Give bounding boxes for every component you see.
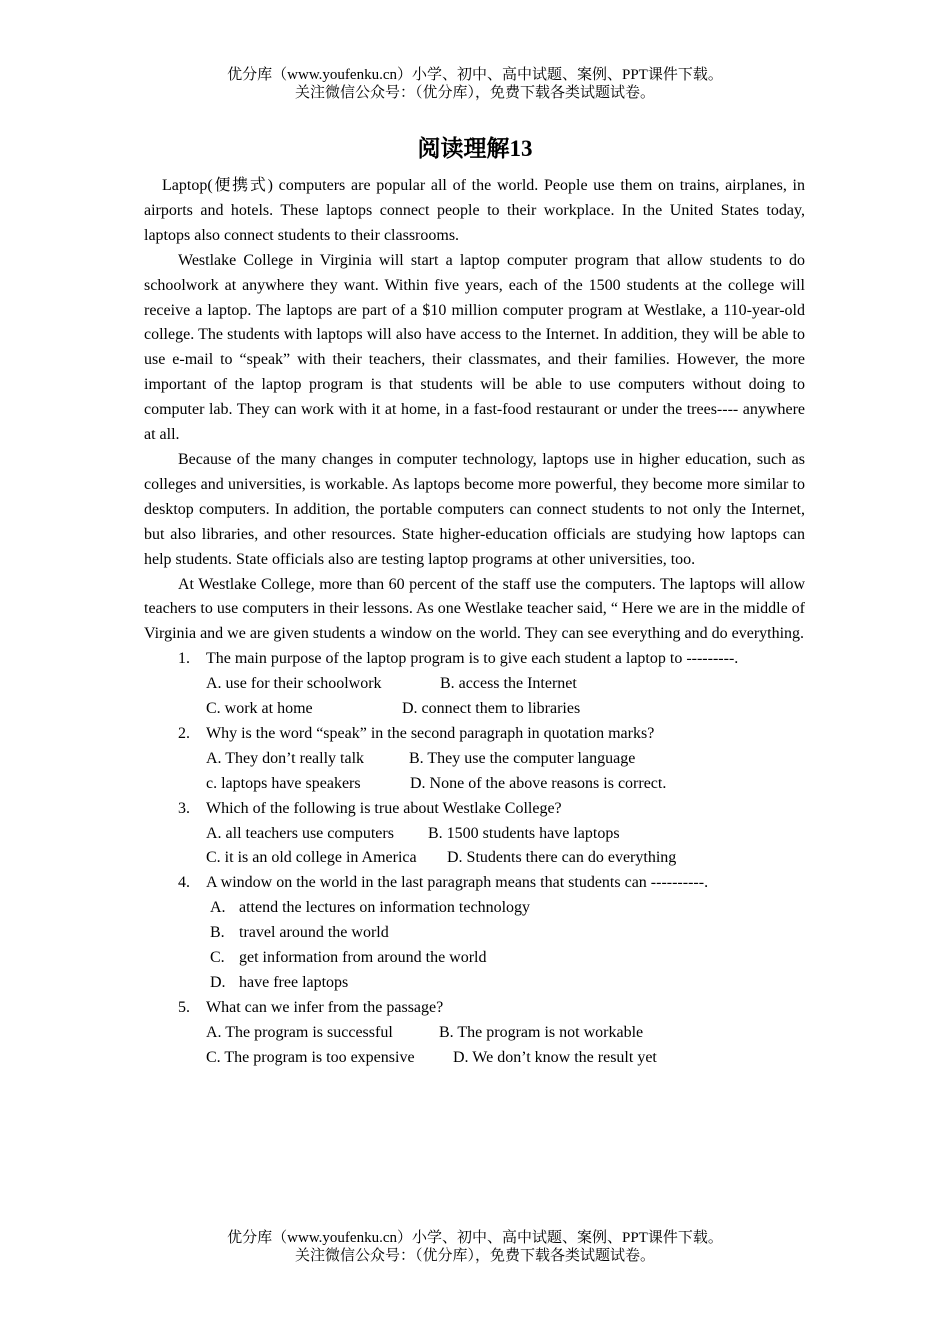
option-b: B. They use the computer language xyxy=(409,749,636,767)
option-text: get information from around the world xyxy=(239,949,487,967)
option-text: attend the lectures on information technology xyxy=(239,899,531,917)
question-number: 2. xyxy=(178,724,190,742)
question-text: A window on the world in the last paragraph means that students can ----------. xyxy=(206,874,709,892)
option-a: A. The program is successful xyxy=(206,1023,393,1041)
option-d: D. Students there can do everything xyxy=(447,849,677,867)
option-a xyxy=(210,896,805,921)
option-b: B. 1500 students have laptops xyxy=(428,824,620,842)
option-c: C. The program is too expensive xyxy=(206,1048,415,1066)
option-d: D. connect them to libraries xyxy=(402,700,581,718)
paragraph-1: Laptop(便携式) computers are popular all of the world. People use them on trains, airplanes, in airports and hotels. These laptops connect people to their workplace. In the United States today, laptops also connect students to their classrooms. xyxy=(144,177,805,244)
question-number: 1. xyxy=(178,650,190,668)
question-5 xyxy=(178,996,805,1021)
option-c: C. it is an old college in America xyxy=(206,849,417,867)
header-line-2: 关注微信公众号：（优分库），免费下载各类试题试卷。 xyxy=(294,85,655,101)
option-a: A. use for their schoolwork xyxy=(206,675,382,693)
page-footer xyxy=(0,1229,950,1265)
option-text: have free laptops xyxy=(239,974,349,991)
page-title: 阅读理解13 xyxy=(417,136,533,161)
option-letter: B. xyxy=(210,924,225,942)
question-number: 3. xyxy=(178,799,190,817)
question-2 xyxy=(178,722,805,747)
option-letter: D. xyxy=(210,974,226,991)
options-row xyxy=(206,1021,805,1046)
options-row xyxy=(206,772,805,797)
option-text: travel around the world xyxy=(239,924,389,942)
option-c: c. laptops have speakers xyxy=(206,774,361,792)
paragraph-2: Westlake College in Virginia will start a laptop computer program that allow students to do schoolwork at anywhere they want. Within five years, each of the 1500 students at the college will receive a laptop. The laptops are part of a $10 million computer program at Westlake, a 110-year-old college. The students with laptops will also have access to the Internet. In addition, they will be able to use e-mail to “speak” with their teachers, their classmates, and their families. However, the more important of the laptop program is that students will be able to use computers without doing to computer lab. They can work with it at home, in a fast-food restaurant or under the trees---- anywhere at all. xyxy=(144,251,805,444)
option-c: C. work at home xyxy=(206,700,313,718)
footer-line-2: 关注微信公众号：（优分库），免费下载各类试题试卷。 xyxy=(294,1248,655,1264)
option-letter: C. xyxy=(210,949,225,967)
option-letter: A. xyxy=(210,899,226,917)
question-text: Which of the following is true about Westlake College? xyxy=(206,799,562,817)
options-row xyxy=(206,672,805,697)
options-row xyxy=(206,1046,805,1071)
option-a: A. all teachers use computers xyxy=(206,824,394,842)
option-b: B. access the Internet xyxy=(440,675,577,693)
question-4 xyxy=(178,871,805,896)
question-3 xyxy=(178,797,805,822)
question-number: 4. xyxy=(178,874,190,892)
option-a: A. They don’t really talk xyxy=(206,749,365,767)
footer-line-1: 优分库（www.youfenku.cn）小学、初中、高中试题、案例、PPT课件下载。 xyxy=(227,1230,723,1246)
paragraph-4: At Westlake College, more than 60 percent of the staff use the computers. The laptops will allow teachers to use computers in their lessons. As one Westlake teacher said, “ Here we are in the middle of Virginia and we are given students a window on the world. They can see everything and do everything. xyxy=(144,575,805,643)
question-text: What can we infer from the passage? xyxy=(206,998,444,1016)
question-number: 5. xyxy=(178,998,190,1016)
options-row xyxy=(206,846,805,871)
option-b xyxy=(210,921,805,946)
option-b: B. The program is not workable xyxy=(439,1023,644,1041)
paragraph-3: Because of the many changes in computer technology, laptops use in higher education, such as colleges and universities, is workable. As laptops become more powerful, they become more similar to desktop computers. In addition, the portable computers can connect students to not only the Internet, but also libraries, and other resources. State higher-education officials are studying how laptops can help students. State officials also are testing laptop programs at other universities, too. xyxy=(144,450,805,568)
option-d: D. We don’t know the result yet xyxy=(453,1048,657,1066)
question-text: Why is the word “speak” in the second paragraph in quotation marks? xyxy=(206,724,655,742)
options-row xyxy=(206,747,805,772)
options-row xyxy=(206,822,805,847)
option-d xyxy=(210,971,805,996)
question-text: The main purpose of the laptop program is to give each student a laptop to ---------. xyxy=(206,650,739,668)
page-header xyxy=(0,66,950,102)
options-row xyxy=(206,697,805,722)
option-c xyxy=(210,946,805,971)
question-1 xyxy=(178,647,805,672)
header-line-1: 优分库（www.youfenku.cn）小学、初中、高中试题、案例、PPT课件下载。 xyxy=(227,67,723,83)
option-d: D. None of the above reasons is correct. xyxy=(410,774,667,792)
document-body xyxy=(144,174,805,1071)
